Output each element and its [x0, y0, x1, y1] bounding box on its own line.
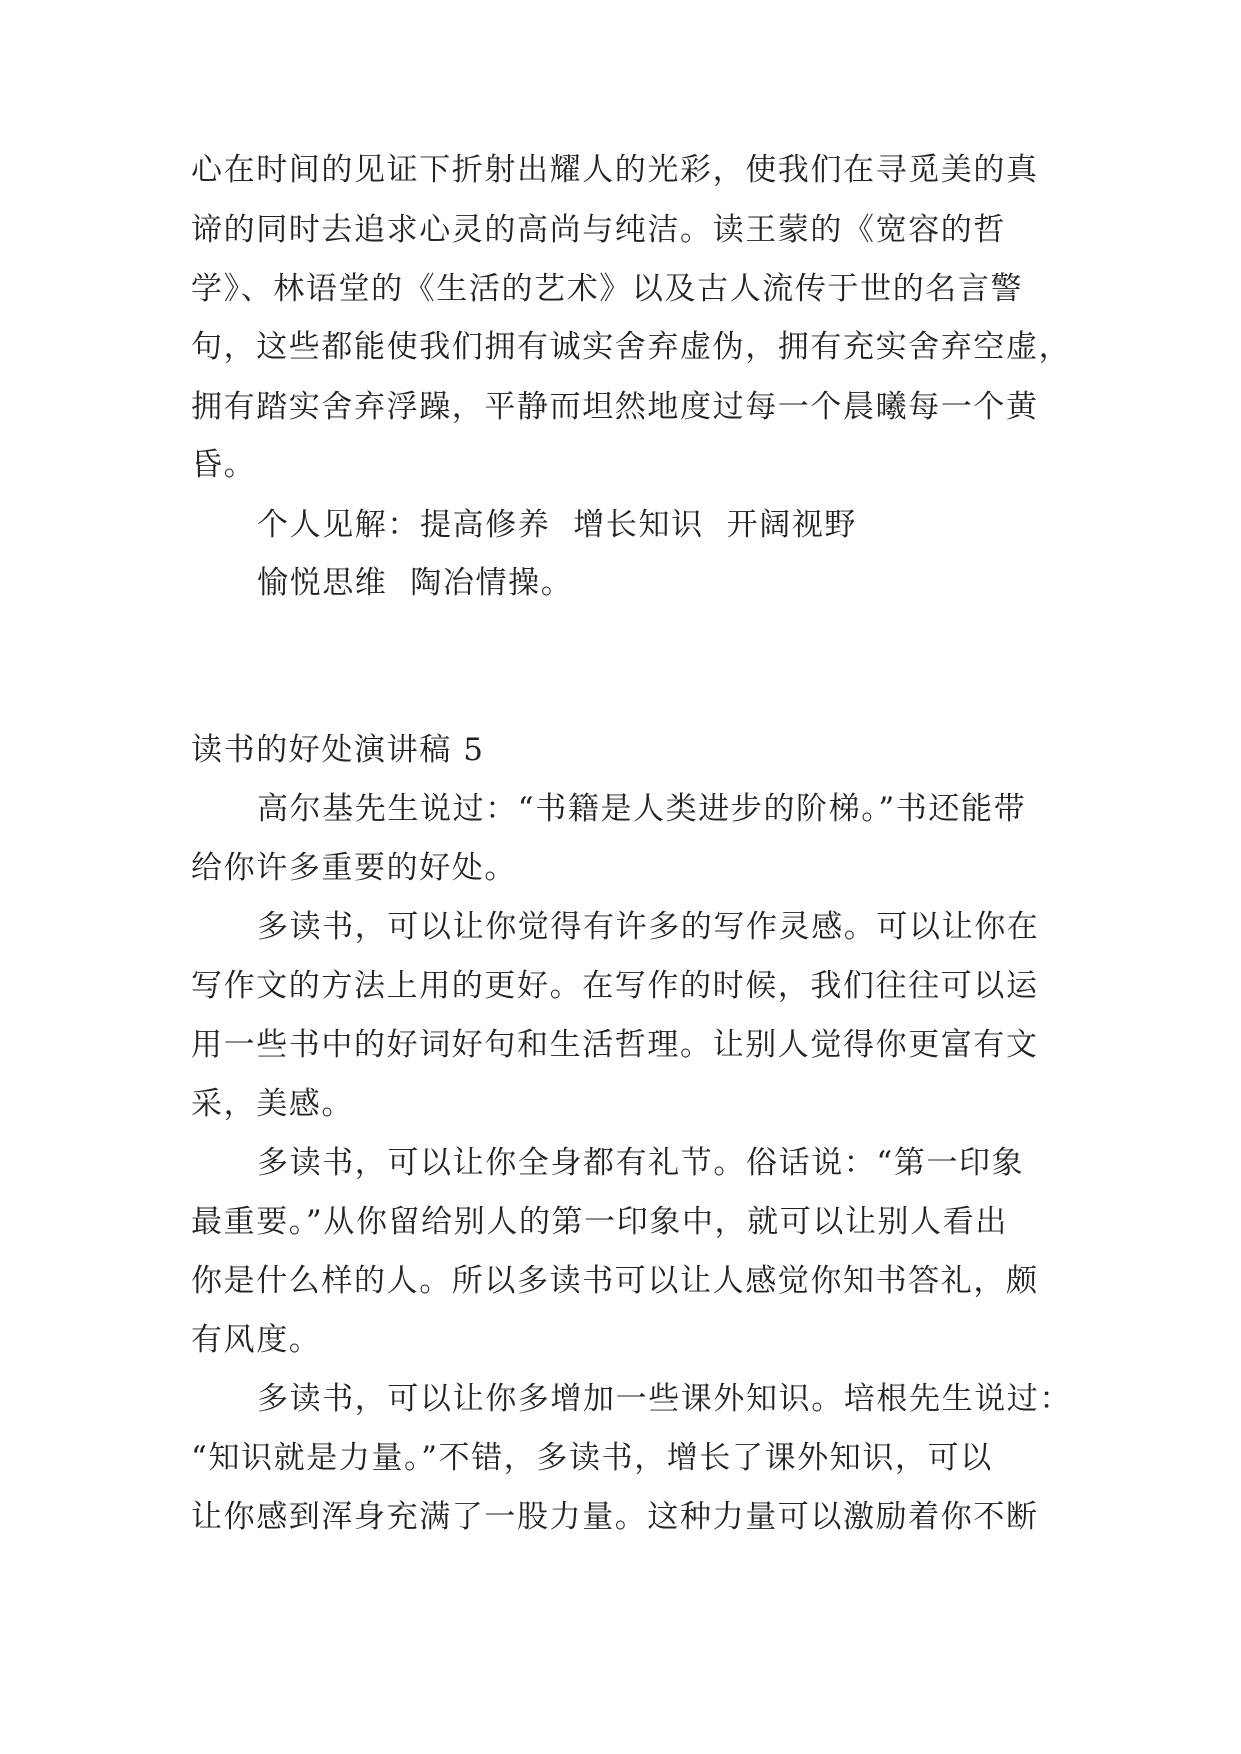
text-line: 学》、林语堂的《生活的艺术》以及古人流传于世的名言警	[191, 271, 1024, 307]
section-heading: 读书的好处演讲稿 5	[191, 732, 485, 768]
paragraph-line: 多读书，可以让你觉得有许多的写作灵感。可以让你在	[257, 909, 1040, 945]
personal-view-line: 个人见解：提高修养 增长知识 开阔视野	[257, 507, 858, 543]
text-line: 昏。	[191, 447, 257, 483]
paragraph-line: “知识就是力量。”不错，多读书，增长了课外知识，可以	[191, 1440, 993, 1476]
paragraph-line: 高尔基先生说过：“书籍是人类进步的阶梯。”书还能带	[257, 791, 1027, 827]
paragraph-line: 采，美感。	[191, 1086, 354, 1122]
paragraph-line: 多读书，可以让你多增加一些课外知识。培根先生说过：	[257, 1381, 1072, 1417]
paragraph-line: 你是什么样的人。所以多读书可以让人感觉你知书答礼，颇	[191, 1263, 1039, 1299]
paragraph-line: 最重要。”从你留给别人的第一印象中，就可以让别人看出	[191, 1204, 1008, 1240]
text-line: 谛的同时去追求心灵的高尚与纯洁。读王蒙的《宽容的哲	[191, 212, 1006, 248]
paragraph-line: 有风度。	[191, 1322, 322, 1358]
text-line: 心在时间的见证下折射出耀人的光彩，使我们在寻觅美的真	[191, 152, 1039, 188]
text-line: 拥有踏实舍弃浮躁，平静而坦然地度过每一个晨曦每一个黄	[191, 389, 1039, 425]
text-line: 句，这些都能使我们拥有诚实舍弃虚伪，拥有充实舍弃空虚，	[191, 329, 1072, 365]
paragraph-line: 给你许多重要的好处。	[191, 850, 517, 886]
personal-view-line: 愉悦思维 陶冶情操。	[257, 565, 574, 601]
paragraph-line: 多读书，可以让你全身都有礼节。俗话说：“第一印象	[257, 1145, 1025, 1181]
paragraph-line: 让你感到浑身充满了一股力量。这种力量可以激励着你不断	[191, 1499, 1039, 1535]
paragraph-line: 写作文的方法上用的更好。在写作的时候，我们往往可以运	[191, 968, 1039, 1004]
paragraph-line: 用一些书中的好词好句和生活哲理。让别人觉得你更富有文	[191, 1027, 1039, 1063]
